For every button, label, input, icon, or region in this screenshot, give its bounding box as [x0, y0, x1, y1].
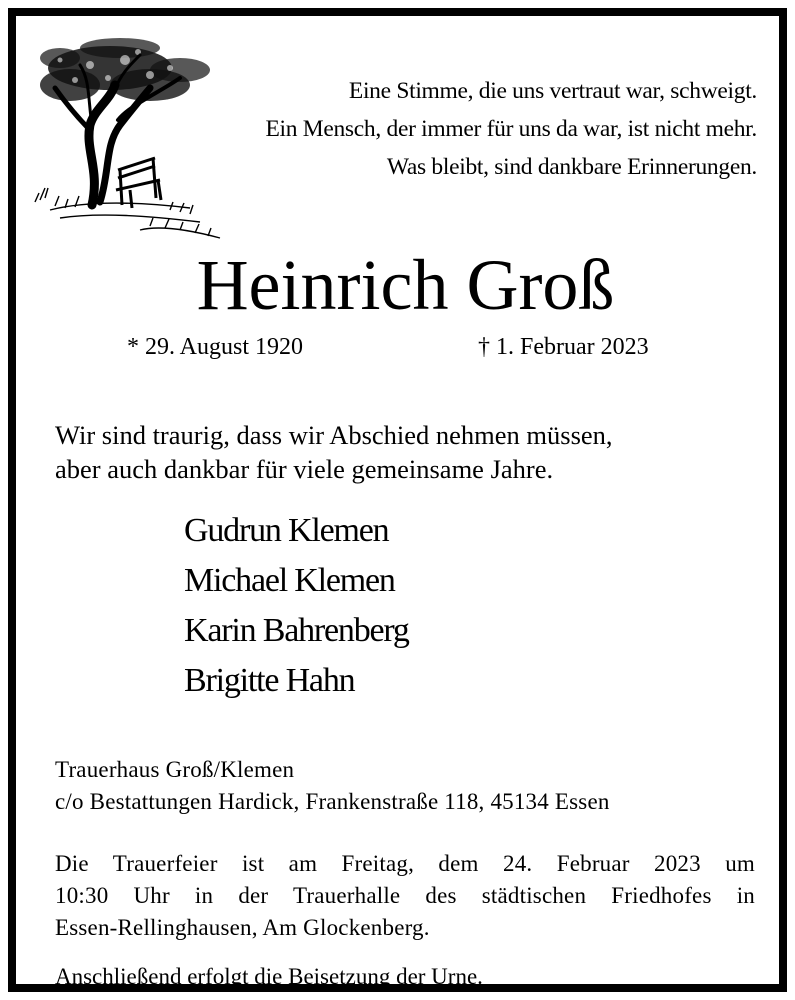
family-list	[184, 506, 409, 706]
ceremony-line: Essen-Rellinghausen, Am Glockenberg.	[55, 915, 430, 940]
ceremony-line: Die Trauerfeier ist am Freitag, dem 24. Februar 2023 um	[55, 851, 755, 876]
quote-line: Eine Stimme, die uns vertraut war, schweigt.	[348, 78, 757, 104]
burial-info: Anschließend erfolgt die Beisetzung der Urne.	[55, 964, 483, 989]
tree-with-bench-icon	[30, 30, 225, 245]
memorial-quote	[265, 72, 757, 186]
family-member: Michael Klemen	[184, 562, 395, 599]
sentiment-text	[55, 418, 613, 486]
deceased-name: Heinrich Groß	[196, 245, 615, 325]
death-date: † 1. Februar 2023	[478, 334, 649, 360]
birth-date: * 29. August 1920	[127, 334, 304, 360]
family-member: Gudrun Klemen	[184, 512, 389, 549]
address-line: c/o Bestattungen Hardick, Frankenstraße 118, 45134 Essen	[55, 789, 610, 814]
quote-line: Was bleibt, sind dankbare Erinnerungen.	[386, 154, 757, 180]
ceremony-line: 10:30 Uhr in der Trauerhalle des städtischen Friedhofes in	[55, 883, 755, 908]
sentiment-line: aber auch dankbar für viele gemeinsame Jahre.	[55, 454, 554, 484]
ceremony-info	[55, 848, 755, 944]
sentiment-line: Wir sind traurig, dass wir Abschied nehmen müssen,	[55, 420, 613, 450]
family-member: Karin Bahrenberg	[184, 612, 409, 649]
family-member: Brigitte Hahn	[184, 662, 355, 699]
quote-line: Ein Mensch, der immer für uns da war, ist nicht mehr.	[265, 116, 757, 142]
address-line: Trauerhaus Groß/Klemen	[55, 757, 295, 782]
obituary-notice	[8, 8, 787, 992]
mourning-address	[55, 754, 610, 818]
